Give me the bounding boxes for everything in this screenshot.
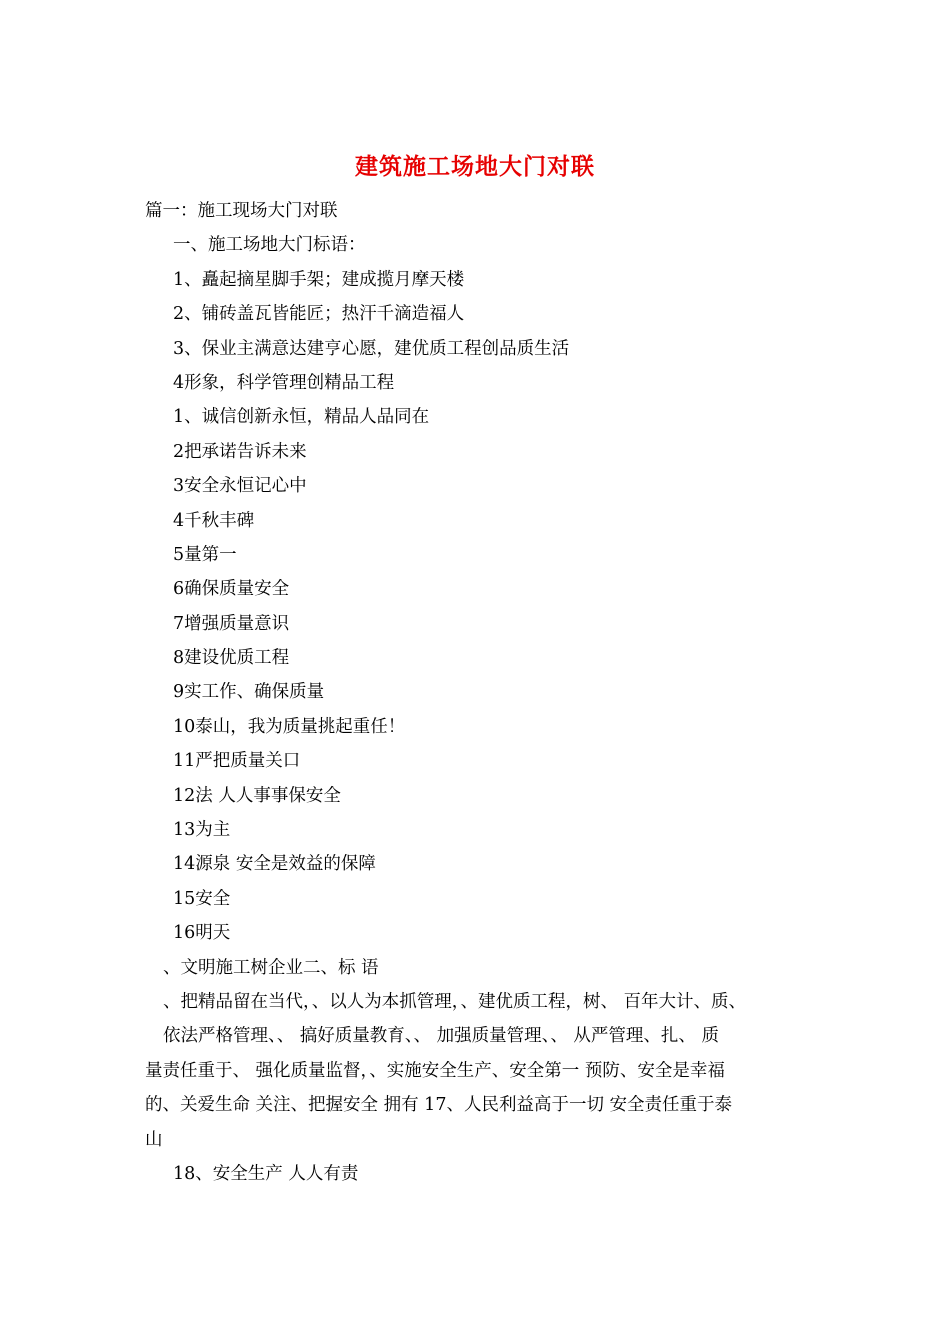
list-item: 7增强质量意识	[173, 613, 290, 634]
list-item: 6确保质量安全	[173, 579, 290, 600]
slogan-paragraph	[145, 985, 825, 1157]
paragraph-line: 依法严格管理、、 搞好质量教育、、 加强质量管理、、 从严管理、扎、 质	[163, 1026, 719, 1047]
list-item: 2、铺砖盖瓦皆能匠；热汗千滴造福人	[173, 304, 465, 325]
list-item: 8建设优质工程	[173, 648, 290, 669]
list-item: 1、诚信创新永恒，精品人品同在	[173, 407, 430, 428]
list-item: 15安全	[173, 888, 231, 909]
list-item: 3安全永恒记心中	[173, 476, 307, 497]
list-item: 4形象，科学管理创精品工程	[173, 372, 395, 393]
paragraph-line: 山	[145, 1129, 163, 1150]
list-item: 12法 人人事事保安全	[173, 785, 341, 806]
paragraph-line: 、把精品留在当代，、以人为本抓管理，、建优质工程，树、 百年大计、质、	[163, 991, 747, 1012]
list-item: 11严把质量关口	[173, 751, 301, 772]
list-item: 18、安全生产 人人有责	[173, 1163, 359, 1184]
subsection-heading: 一、施工场地大门标语：	[173, 235, 366, 256]
list-item: 14源泉 安全是效益的保障	[173, 854, 376, 875]
list-item: 16明天	[173, 923, 231, 944]
list-item: 13为主	[173, 820, 231, 841]
list-item: 9实工作、确保质量	[173, 682, 325, 703]
list-item: 5量第一	[173, 544, 237, 565]
list-item: 2把承诺告诉未来	[173, 441, 307, 462]
list-item: 1、矗起摘星脚手架；建成揽月摩天楼	[173, 269, 465, 290]
section-heading-2: 、文明施工树企业二、标 语	[163, 957, 379, 978]
paragraph-line: 的、关爱生命 关注、把握安全 拥有 17、人民利益高于一切 安全责任重于泰	[145, 1095, 733, 1116]
paragraph-line: 量责任重于、 强化质量监督，、实施安全生产、安全第一 预防、安全是幸福	[145, 1060, 725, 1081]
list-item: 3、保业主满意达建亨心愿，建优质工程创品质生活	[173, 338, 570, 359]
document-title: 建筑施工场地大门对联	[355, 153, 595, 180]
list-item: 10泰山，我为质量挑起重任！	[173, 716, 406, 737]
document-body	[145, 194, 825, 1191]
list-item: 4千秋丰碑	[173, 510, 255, 531]
section-heading: 篇一：施工现场大门对联	[145, 201, 338, 221]
